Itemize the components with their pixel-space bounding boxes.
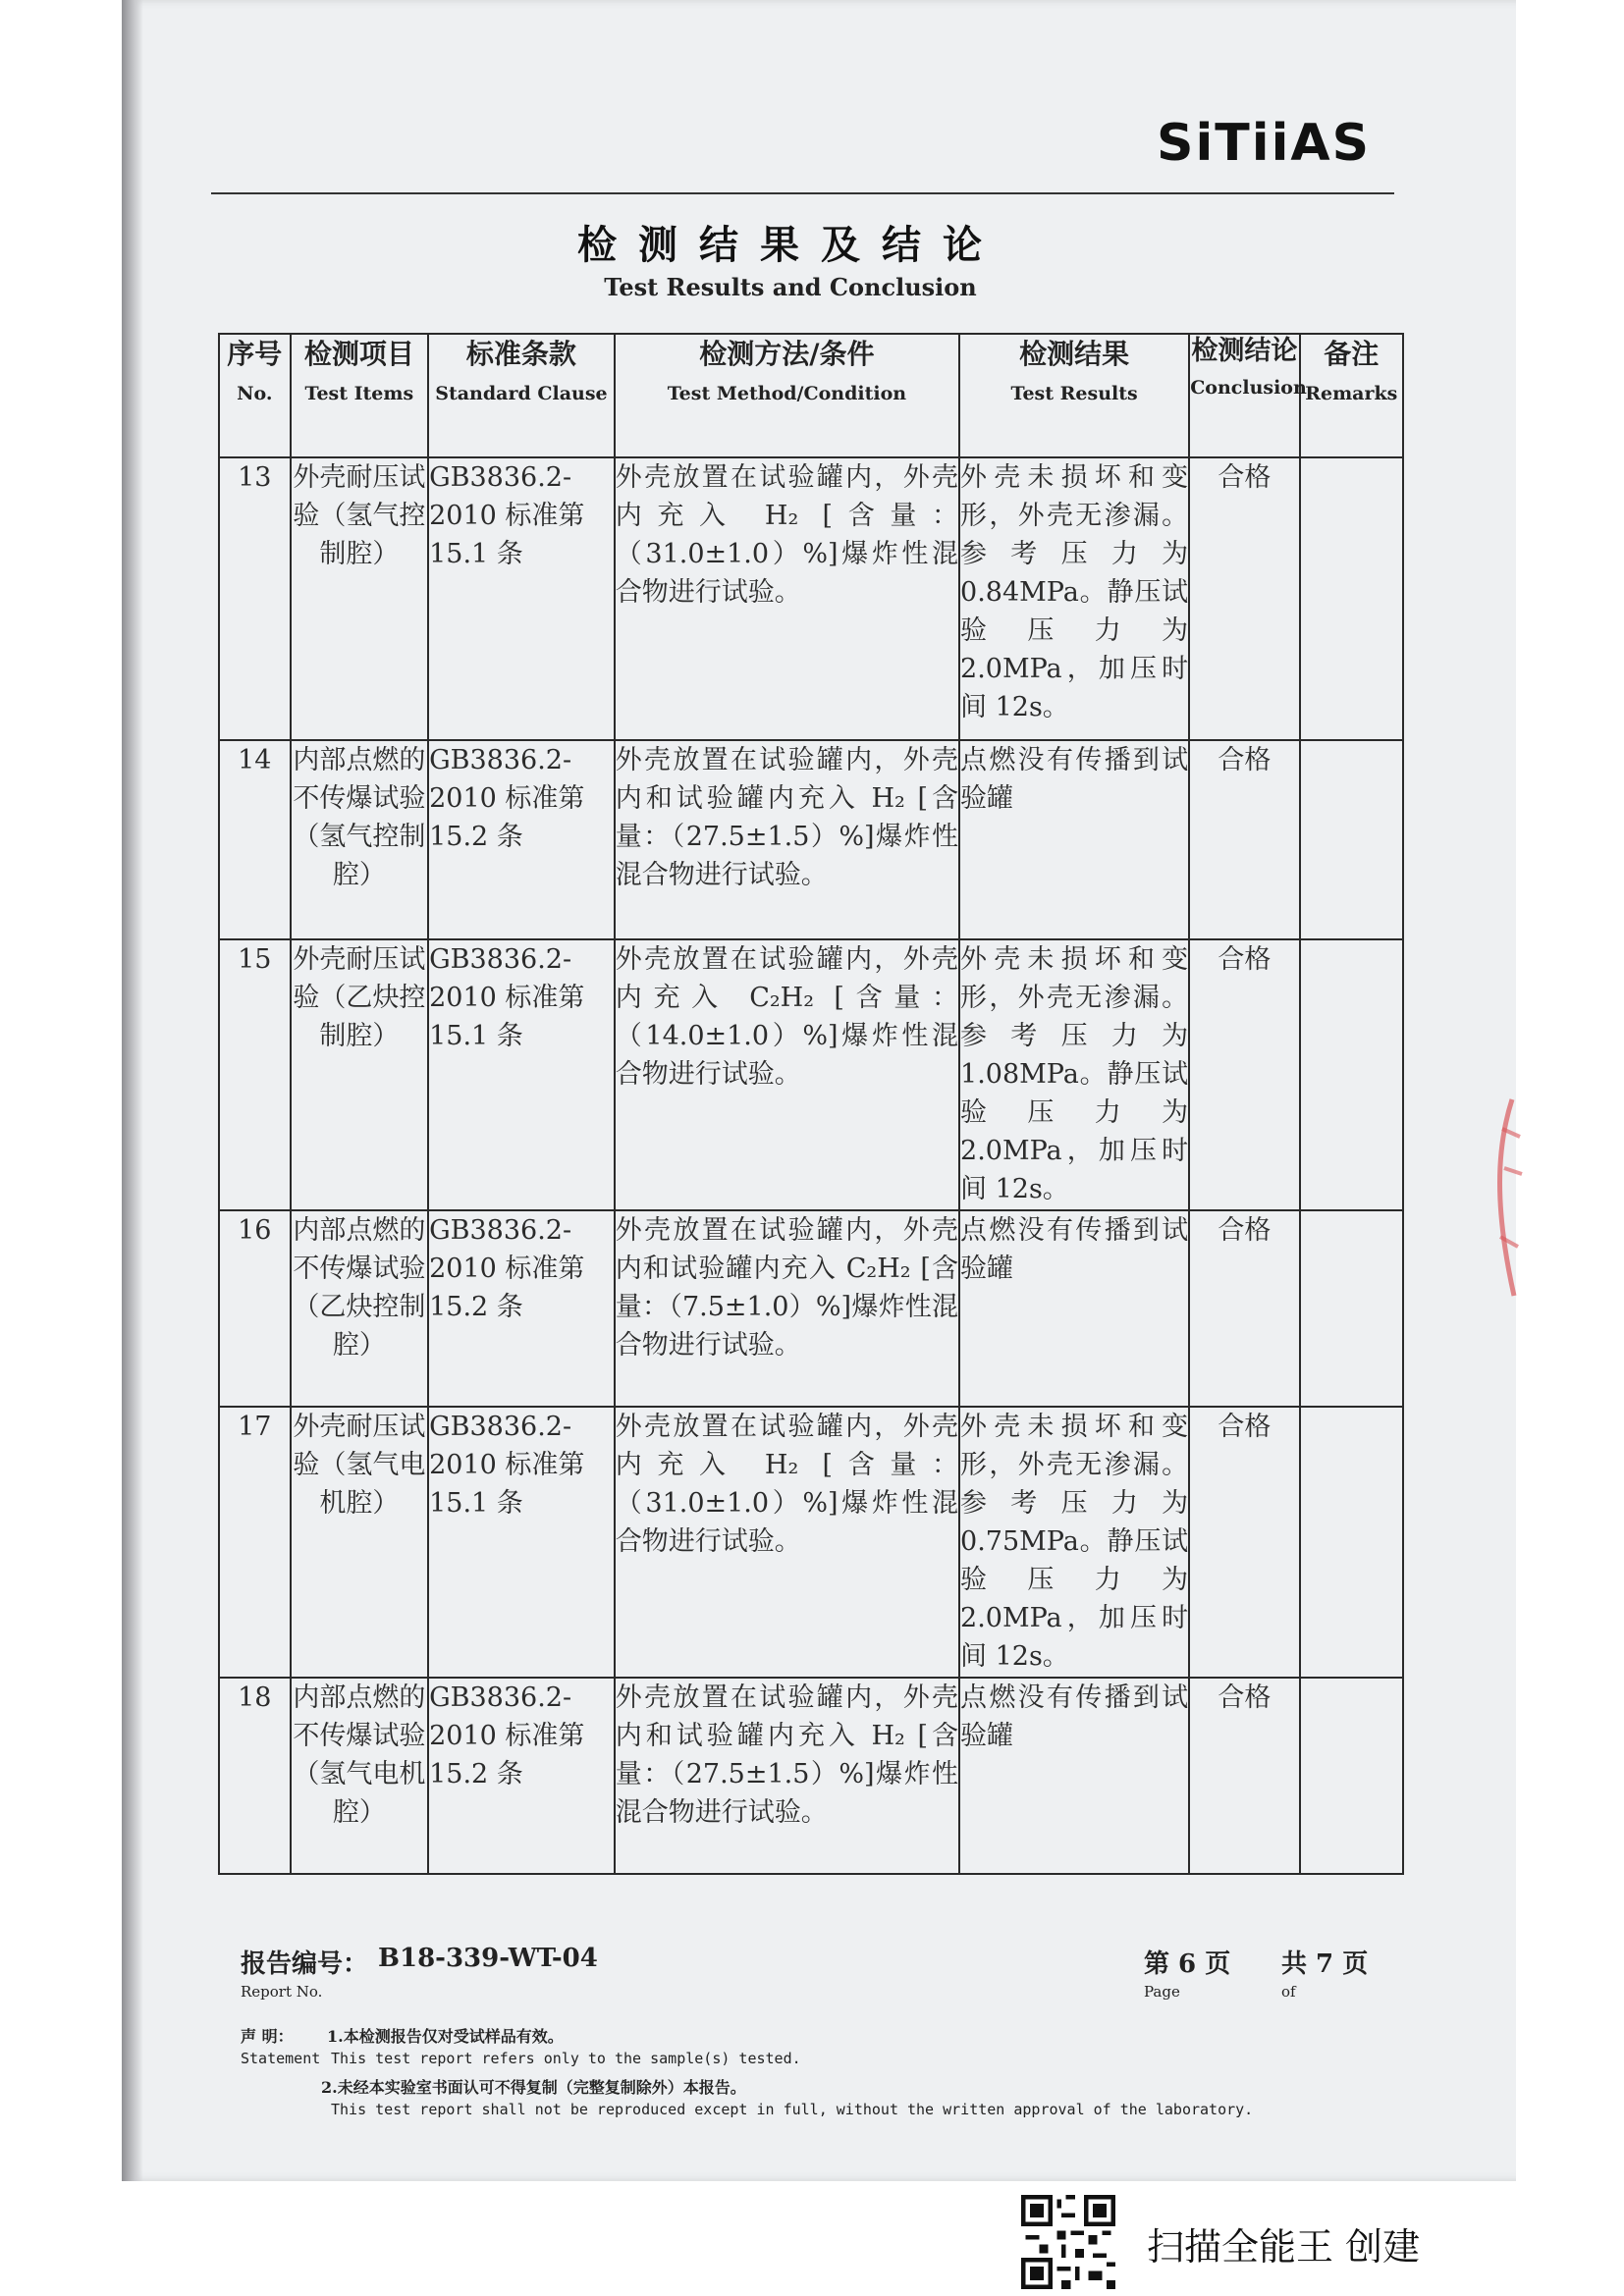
total-pages: 共 7 页 xyxy=(1281,1949,1369,1979)
report-no-label-en: Report No. xyxy=(241,1983,323,2001)
statement-line1-en: This test report refers only to the sample(s) tested. xyxy=(331,2050,801,2067)
scanner-watermark-text: 扫描全能王 创建 xyxy=(1147,2225,1421,2269)
cell-remarks xyxy=(1300,457,1403,740)
cell-conclusion: 合格 xyxy=(1189,457,1299,740)
col-header-clause: 标准条款 Standard Clause xyxy=(428,334,615,457)
report-number: B18-339-WT-04 xyxy=(378,1944,598,1973)
col-header-result: 检测结果 Test Results xyxy=(959,334,1189,457)
cell-method: 外壳放置在试验罐内，外壳内充入 H₂ [含量：（31.0±1.0）%]爆炸性混合物进行试验。 xyxy=(615,457,959,740)
table-header-row xyxy=(219,334,1403,457)
results-table xyxy=(218,333,1404,1875)
cell-item: 外壳耐压试验（乙炔控制腔） xyxy=(291,939,429,1210)
cell-remarks xyxy=(1300,1407,1403,1678)
cell-clause: GB3836.2-2010 标准第 15.1 条 xyxy=(428,939,615,1210)
cell-no: 15 xyxy=(219,939,291,1210)
cell-conclusion: 合格 xyxy=(1189,1678,1299,1874)
cell-no: 18 xyxy=(219,1678,291,1874)
page-number: 第 6 页 xyxy=(1144,1949,1231,1979)
cell-no: 14 xyxy=(219,740,291,939)
cell-item: 外壳耐压试验（氢气控制腔） xyxy=(291,457,429,740)
cell-remarks xyxy=(1300,939,1403,1210)
col-header-remarks: 备注 Remarks xyxy=(1300,334,1403,457)
cell-conclusion: 合格 xyxy=(1189,1407,1299,1678)
cell-remarks xyxy=(1300,1210,1403,1407)
cell-remarks xyxy=(1300,1678,1403,1874)
cell-item: 内部点燃的不传爆试验（乙炔控制腔） xyxy=(291,1210,429,1407)
cell-item: 内部点燃的不传爆试验（氢气控制腔） xyxy=(291,740,429,939)
page-title-cn: 检测结果及结论 xyxy=(577,222,1003,268)
col-header-item: 检测项目 Test Items xyxy=(291,334,429,457)
cell-conclusion: 合格 xyxy=(1189,939,1299,1210)
cell-clause: GB3836.2-2010 标准第 15.2 条 xyxy=(428,1678,615,1874)
statement-line2-en: This test report shall not be reproduced except in full, without the written approval of the laboratory. xyxy=(331,2101,1254,2118)
statement-line2-cn: 2.未经本实验室书面认可不得复制（完整复制除外）本报告。 xyxy=(321,2078,746,2097)
cell-method: 外壳放置在试验罐内，外壳内充入 C₂H₂ [含量：（14.0±1.0）%]爆炸性混合物进行试验。 xyxy=(615,939,959,1210)
cell-item: 外壳耐压试验（氢气电机腔） xyxy=(291,1407,429,1678)
page-title-en: Test Results and Conclusion xyxy=(604,273,977,301)
cell-no: 16 xyxy=(219,1210,291,1407)
cell-clause: GB3836.2-2010 标准第 15.2 条 xyxy=(428,1210,615,1407)
page-label-en: Page xyxy=(1144,1983,1180,2001)
cell-method: 外壳放置在试验罐内，外壳内和试验罐内充入 H₂ [含量：（27.5±1.5）%]爆炸性混合物进行试验。 xyxy=(615,1678,959,1874)
cell-method: 外壳放置在试验罐内，外壳内充入 H₂ [含量：（31.0±1.0）%]爆炸性混合物进行试验。 xyxy=(615,1407,959,1678)
header-rule xyxy=(211,192,1394,194)
cell-result: 外壳未损坏和变形，外壳无渗漏。参考压力为 0.84MPa。静压试验压力为 2.0MPa，加压时间 12s。 xyxy=(959,457,1189,740)
cell-clause: GB3836.2-2010 标准第 15.1 条 xyxy=(428,1407,615,1678)
statement-label-en: Statement xyxy=(241,2050,321,2067)
cell-method: 外壳放置在试验罐内，外壳内和试验罐内充入 C₂H₂ [含量：（7.5±1.0）%]爆炸性混合物进行试验。 xyxy=(615,1210,959,1407)
cell-clause: GB3836.2-2010 标准第 15.2 条 xyxy=(428,740,615,939)
cell-result: 点燃没有传播到试验罐 xyxy=(959,1678,1189,1874)
report-no-label: 报告编号： xyxy=(241,1949,369,1979)
red-stamp-fragment xyxy=(1483,1090,1526,1306)
statement-line1-cn: 1.本检测报告仅对受试样品有效。 xyxy=(327,2027,564,2046)
table-row xyxy=(219,740,1403,939)
col-header-conclusion: 检测结论 Conclusion xyxy=(1189,334,1299,457)
col-header-no: 序号 No. xyxy=(219,334,291,457)
table-row xyxy=(219,1678,1403,1874)
cell-remarks xyxy=(1300,740,1403,939)
cell-method: 外壳放置在试验罐内，外壳内和试验罐内充入 H₂ [含量：（27.5±1.5）%]爆炸性混合物进行试验。 xyxy=(615,740,959,939)
cell-no: 17 xyxy=(219,1407,291,1678)
table-row xyxy=(219,457,1403,740)
cell-result: 点燃没有传播到试验罐 xyxy=(959,740,1189,939)
table-row xyxy=(219,1407,1403,1678)
cell-result: 外壳未损坏和变形，外壳无渗漏。参考压力为 1.08MPa。静压试验压力为 2.0MPa，加压时间 12s。 xyxy=(959,939,1189,1210)
qr-code-icon xyxy=(1021,2195,1115,2289)
table-row xyxy=(219,1210,1403,1407)
cell-item: 内部点燃的不传爆试验（氢气电机腔） xyxy=(291,1678,429,1874)
col-header-method: 检测方法/条件 Test Method/Condition xyxy=(615,334,959,457)
cell-result: 点燃没有传播到试验罐 xyxy=(959,1210,1189,1407)
cell-result: 外壳未损坏和变形，外壳无渗漏。参考压力为 0.75MPa。静压试验压力为 2.0MPa，加压时间 12s。 xyxy=(959,1407,1189,1678)
cell-conclusion: 合格 xyxy=(1189,740,1299,939)
cell-no: 13 xyxy=(219,457,291,740)
cell-conclusion: 合格 xyxy=(1189,1210,1299,1407)
table-row xyxy=(219,939,1403,1210)
statement-label: 声 明： xyxy=(241,2027,294,2046)
total-label-en: of xyxy=(1281,1983,1296,2001)
company-logo: SiTiiAS xyxy=(1157,114,1372,173)
cell-clause: GB3836.2-2010 标准第 15.1 条 xyxy=(428,457,615,740)
